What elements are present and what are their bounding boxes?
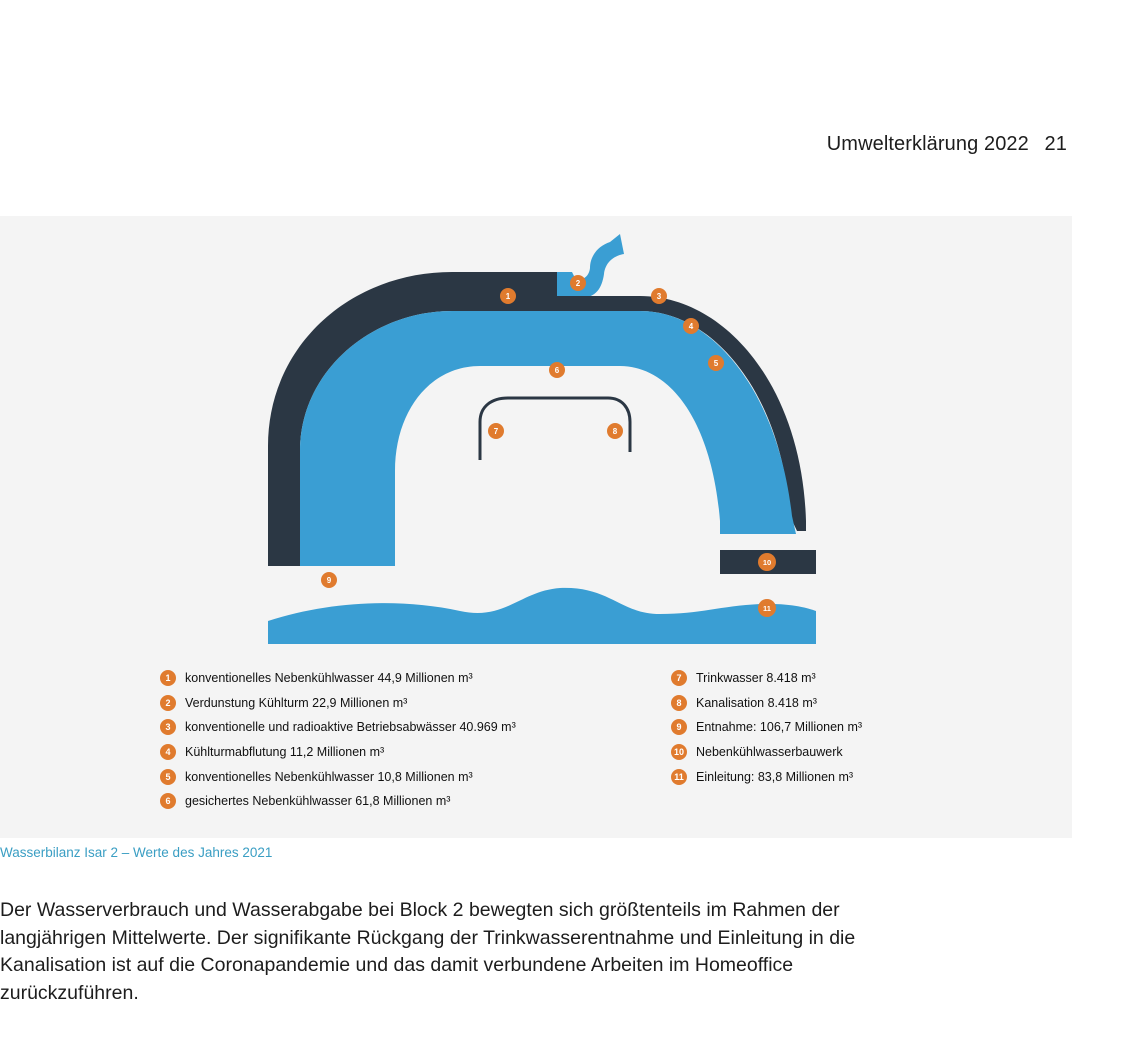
marker-5	[708, 355, 724, 371]
marker-1	[500, 288, 516, 304]
page-header	[827, 133, 1067, 156]
legend-text: Kühlturmabflutung 11,2 Millionen m³	[185, 745, 385, 760]
legend-item	[160, 691, 516, 716]
document-title: Umwelterklärung 2022	[826, 133, 1029, 155]
legend-text: konventionelles Nebenkühlwasser 10,8 Millionen m³	[185, 769, 473, 784]
marker-9	[321, 572, 337, 588]
legend-badge: 11	[671, 769, 687, 785]
svg-text:8: 8	[612, 427, 618, 436]
body-line: Der Wasserverbrauch und Wasserabgabe bei Block 2 bewegten sich größtenteils im Rahmen der	[0, 899, 840, 921]
legend-badge: 3	[160, 719, 176, 735]
marker-4	[683, 318, 699, 334]
river-shape	[268, 588, 816, 644]
marker-11	[758, 599, 776, 617]
legend-text: konventionelle und radioaktive Betriebsabwässer 40.969 m³	[185, 720, 516, 735]
legend-item	[671, 740, 862, 765]
legend-item	[671, 715, 862, 740]
figure-caption: Wasserbilanz Isar 2 – Werte des Jahres 2021	[0, 845, 273, 860]
legend-item	[160, 764, 516, 789]
legend-item	[671, 691, 862, 716]
legend-badge: 4	[160, 744, 176, 760]
legend-left	[160, 666, 516, 814]
legend-item	[160, 715, 516, 740]
svg-text:4: 4	[688, 322, 694, 331]
legend-item	[671, 764, 862, 789]
legend-badge: 9	[671, 719, 687, 735]
legend-text: konventionelles Nebenkühlwasser 44,9 Millionen m³	[185, 671, 473, 686]
body-line: zurückzuführen.	[0, 981, 139, 1004]
blowdown-band-blue	[554, 311, 796, 534]
legend-text: Entnahme: 106,7 Millionen m³	[696, 720, 863, 735]
legend-text: Verdunstung Kühlturm 22,9 Millionen m³	[185, 695, 408, 710]
legend-badge: 5	[160, 769, 176, 785]
svg-text:5: 5	[713, 359, 719, 368]
svg-text:10: 10	[762, 558, 772, 567]
legend-item	[160, 789, 516, 814]
legend-text: Kanalisation 8.418 m³	[696, 695, 817, 710]
body-line: langjährigen Mittelwerte. Der signifikante Rückgang der Trinkwasserentnahme und Einleitung in die	[0, 926, 856, 949]
marker-8	[607, 423, 623, 439]
body-paragraph	[0, 897, 1060, 1007]
svg-text:1: 1	[505, 292, 511, 301]
svg-text:7: 7	[493, 427, 499, 436]
legend-text: Trinkwasser 8.418 m³	[696, 671, 816, 686]
body-line: Kanalisation ist auf die Coronapandemie und das damit verbundene Arbeiten im Homeoffice	[0, 954, 794, 976]
svg-text:3: 3	[656, 292, 662, 301]
legend-text: Einleitung: 83,8 Millionen m³	[696, 769, 854, 784]
legend-item	[671, 666, 862, 691]
legend-right	[671, 666, 862, 789]
legend-item	[160, 740, 516, 765]
marker-10	[758, 553, 776, 571]
legend-badge: 6	[160, 793, 176, 809]
svg-text:11: 11	[763, 604, 771, 613]
legend-text: Nebenkühlwasserbauwerk	[696, 745, 843, 760]
marker-2	[570, 275, 586, 291]
legend-badge: 2	[160, 695, 176, 711]
marker-7	[488, 423, 504, 439]
legend-badge: 8	[671, 695, 687, 711]
page-number: 21	[1044, 133, 1067, 155]
svg-text:9: 9	[326, 576, 332, 585]
marker-3	[651, 288, 667, 304]
legend-badge: 7	[671, 670, 687, 686]
marker-6	[549, 362, 565, 378]
legend-badge: 1	[160, 670, 176, 686]
svg-text:2: 2	[575, 279, 581, 288]
svg-text:6: 6	[554, 366, 560, 375]
legend-item	[160, 666, 516, 691]
legend-text: gesichertes Nebenkühlwasser 61,8 Millionen m³	[185, 794, 451, 809]
legend-badge: 10	[671, 744, 687, 760]
evaporation-flow	[557, 234, 624, 298]
